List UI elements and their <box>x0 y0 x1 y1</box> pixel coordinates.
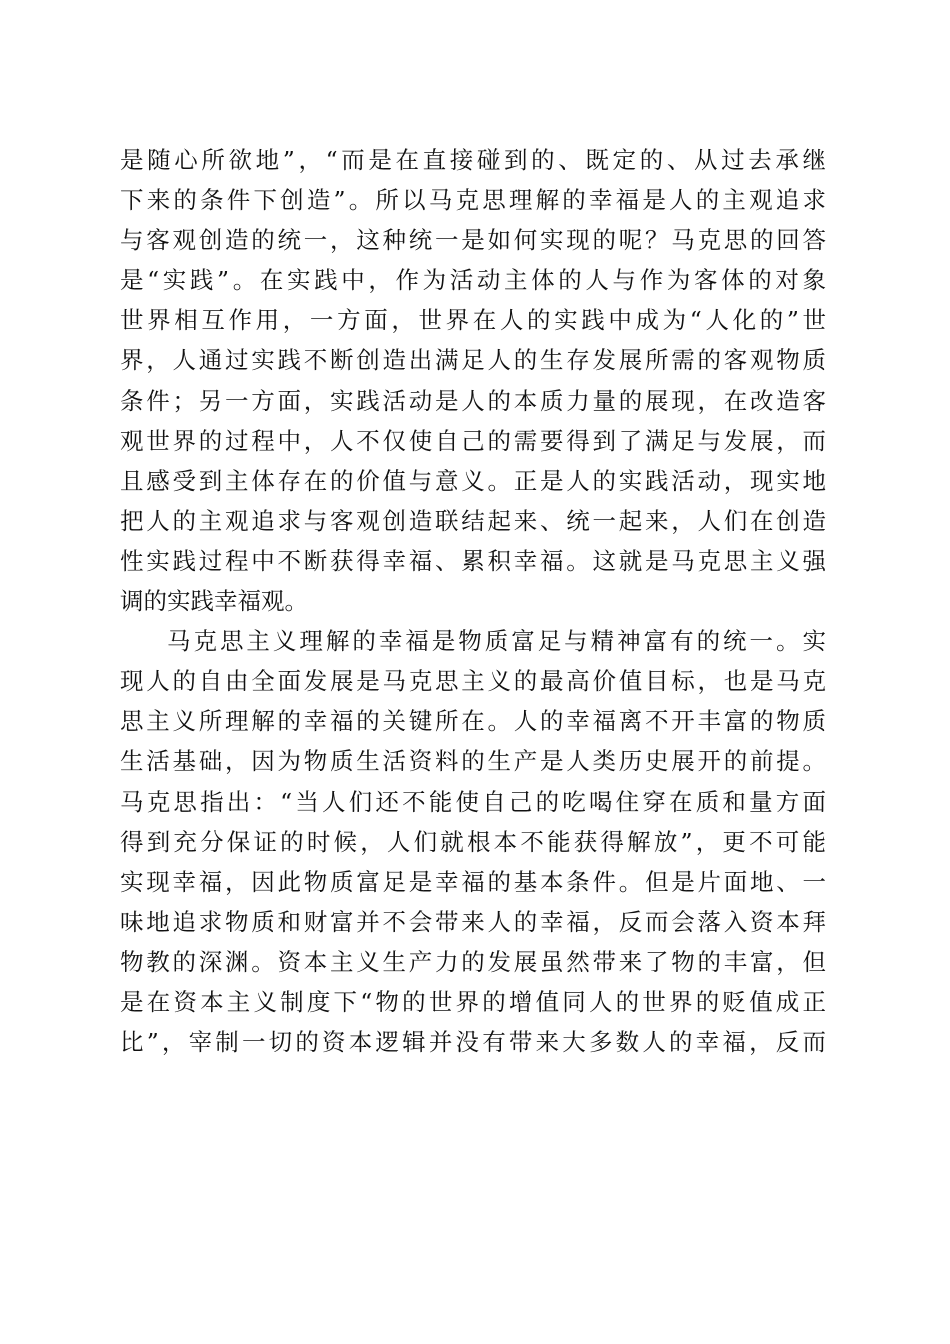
text-line: 界，人通过实践不断创造出满足人的生存发展所需的客观物质 <box>120 346 826 375</box>
text-line: 是随心所欲地”，“而是在直接碰到的、既定的、从过去承继 <box>120 146 826 174</box>
text-line: 性实践过程中不断获得幸福、累积幸福。这就是马克思主义强 <box>120 546 826 575</box>
paragraph-first-line: 马克思主义理解的幸福是物质富足与精神富有的统一。实 <box>167 627 826 656</box>
text-line: 把人的主观追求与客观创造联结起来、统一起来，人们在创造 <box>120 506 826 535</box>
text-line: 世界相互作用，一方面，世界在人的实践中成为“人化的”世 <box>120 306 826 335</box>
text-line: 比”，宰制一切的资本逻辑并没有带来大多数人的幸福，反而 <box>120 1028 826 1057</box>
text-line: 思主义所理解的幸福的关键所在。人的幸福离不开丰富的物质 <box>120 707 826 736</box>
text-line: 观世界的过程中，人不仅使自己的需要得到了满足与发展，而 <box>120 426 826 455</box>
paragraph-end-line: 调的实践幸福观。 <box>120 587 308 616</box>
text-line: 现人的自由全面发展是马克思主义的最高价值目标，也是马克 <box>120 667 826 696</box>
text-line: 味地追求物质和财富并不会带来人的幸福，反而会落入资本拜 <box>120 907 826 936</box>
body-text <box>120 140 826 1062</box>
text-line: 马克思指出：“当人们还不能使自己的吃喝住穿在质和量方面 <box>120 787 826 816</box>
text-line: 且感受到主体存在的价值与意义。正是人的实践活动，现实地 <box>120 466 826 495</box>
text-line: 得到充分保证的时候，人们就根本不能获得解放”，更不可能 <box>120 827 826 856</box>
text-line: 是在资本主义制度下“物的世界的增值同人的世界的贬值成正 <box>120 987 826 1016</box>
text-line: 下来的条件下创造”。所以马克思理解的幸福是人的主观追求 <box>120 186 826 215</box>
text-line: 是“实践”。在实践中，作为活动主体的人与作为客体的对象 <box>120 266 826 295</box>
text-line: 条件；另一方面，实践活动是人的本质力量的展现，在改造客 <box>120 386 826 415</box>
text-line: 与客观创造的统一，这种统一是如何实现的呢？马克思的回答 <box>120 226 826 255</box>
text-line: 物教的深渊。资本主义生产力的发展虽然带来了物的丰富，但 <box>120 947 826 976</box>
text-line: 实现幸福，因此物质富足是幸福的基本条件。但是片面地、一 <box>120 867 826 896</box>
text-line: 生活基础，因为物质生活资料的生产是人类历史展开的前提。 <box>120 747 826 776</box>
